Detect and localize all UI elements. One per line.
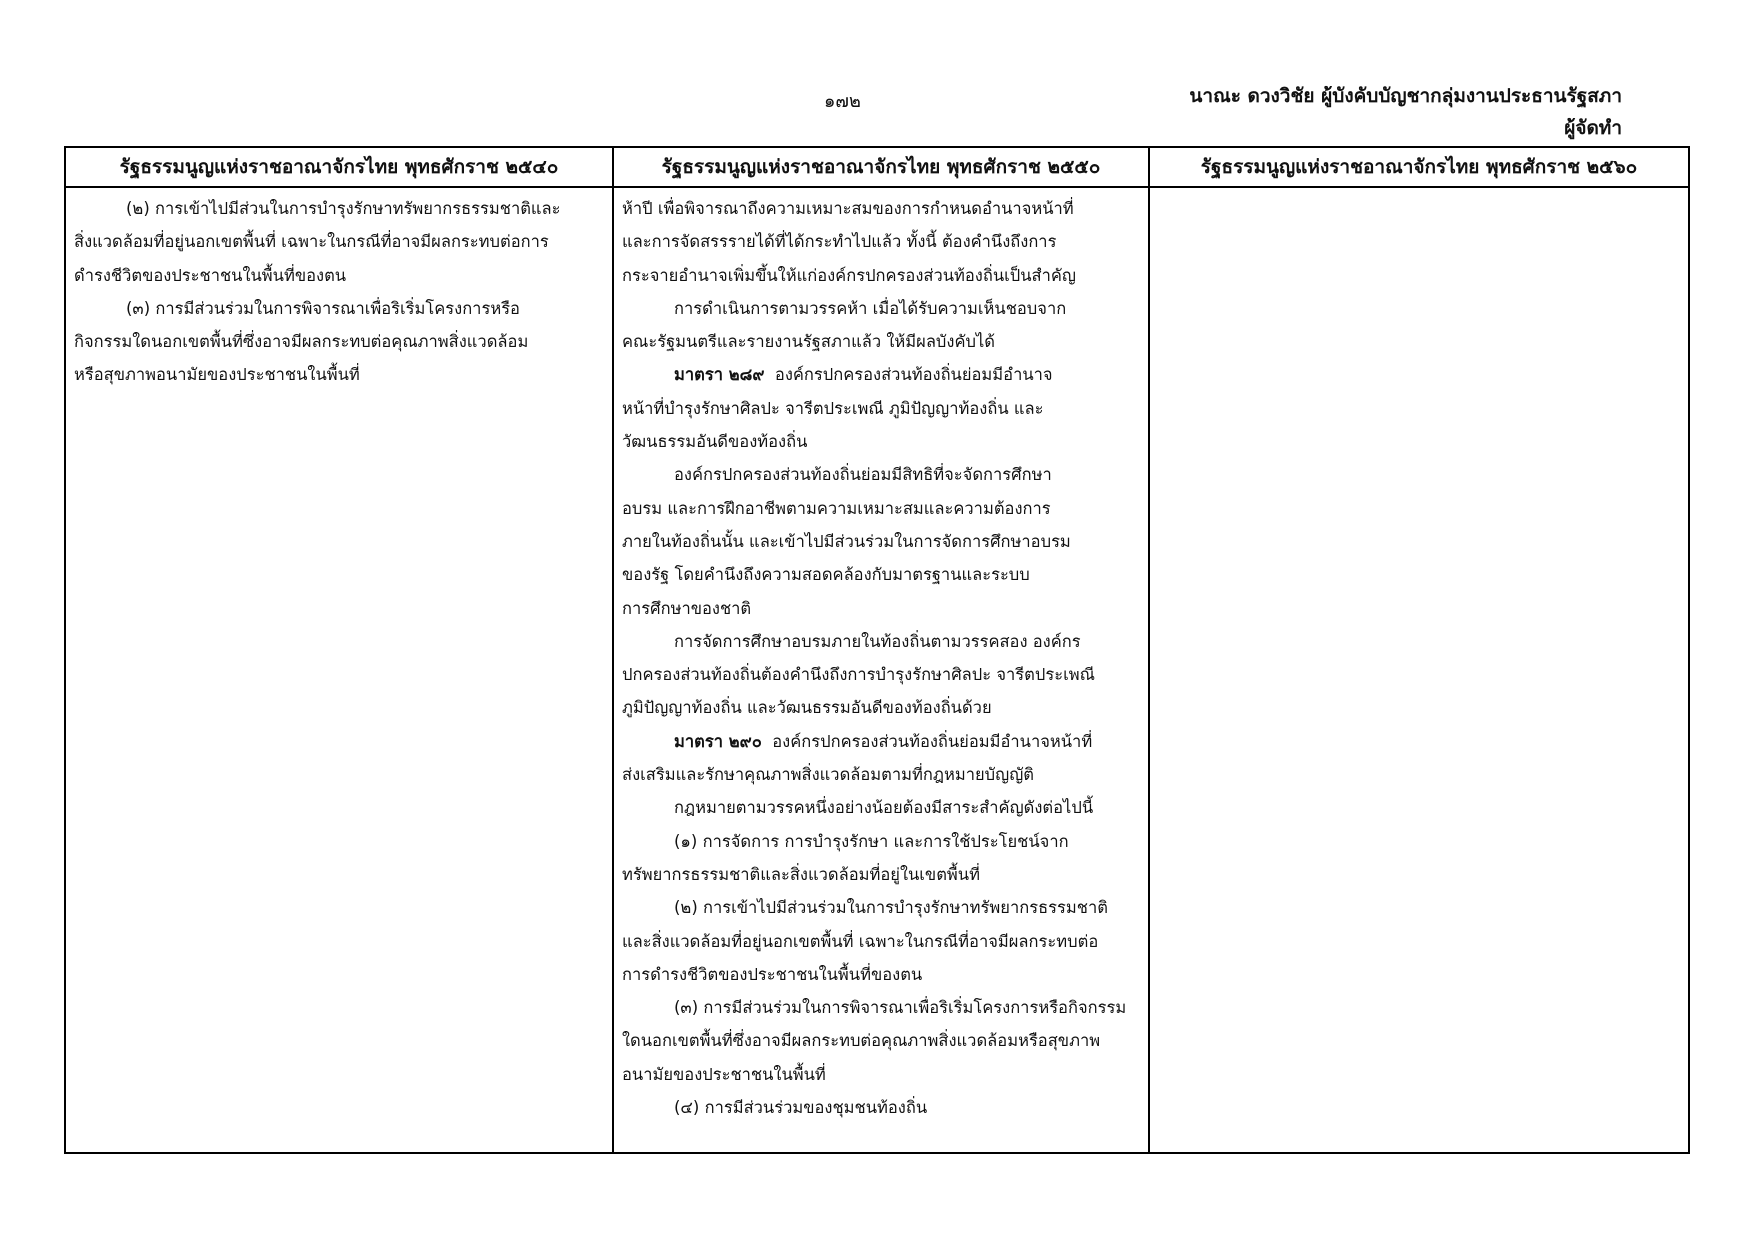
text-line: ภายในท้องถิ่นนั้น และเข้าไปมีส่วนร่วมในการจัดการศึกษาอบรม bbox=[622, 531, 1071, 551]
text-line: (๒) การเข้าไปมีส่วนในการบำรุงรักษาทรัพยากรธรรมชาติและ bbox=[126, 199, 561, 218]
table-row bbox=[65, 187, 1689, 1153]
column-2560-text bbox=[1149, 187, 1689, 1153]
comparison-table bbox=[64, 146, 1690, 1154]
text-line: อบรม และการฝึกอาชีพตามความเหมาะสมและความต้องการ bbox=[622, 498, 1051, 518]
text-line: ส่งเสริมและรักษาคุณภาพสิ่งแวดล้อมตามที่กฎหมายบัญญัติ bbox=[622, 765, 1034, 785]
text-line: อนามัยของประชาชนในพื้นที่ bbox=[622, 1064, 826, 1084]
column-header-2540: รัฐธรรมนูญแห่งราชอาณาจักรไทย พุทธศักราช ๒๕๔๐ bbox=[65, 147, 613, 187]
text-line: กิจกรรมใดนอกเขตพื้นที่ซึ่งอาจมีผลกระทบต่อคุณภาพสิ่งแวดล้อม bbox=[74, 332, 529, 352]
text-line: ปกครองส่วนท้องถิ่นต้องคำนึงถึงการบำรุงรักษาศิลปะ จารีตประเพณี bbox=[622, 665, 1095, 685]
section-289-line bbox=[622, 358, 1140, 391]
text-line: (๒) การเข้าไปมีส่วนร่วมในการบำรุงรักษาทรัพยากรธรรมชาติ bbox=[674, 898, 1108, 918]
text-line: วัฒนธรรมอันดีของท้องถิ่น bbox=[622, 432, 808, 452]
text-line: หน้าที่บำรุงรักษาศิลปะ จารีตประเพณี ภูมิปัญญาท้องถิ่น และ bbox=[622, 398, 1044, 418]
text-line: หรือสุขภาพอนามัยของประชาชนในพื้นที่ bbox=[74, 365, 360, 385]
text-line: องค์กรปกครองส่วนท้องถิ่นย่อมมีสิทธิที่จะจัดการศึกษา bbox=[674, 465, 1052, 485]
text-line: กระจายอำนาจเพิ่มขึ้นให้แก่องค์กรปกครองส่วนท้องถิ่นเป็นสำคัญ bbox=[622, 265, 1076, 285]
text-line: กฎหมายตามวรรคหนึ่งอย่างน้อยต้องมีสาระสำคัญดังต่อไปนี้ bbox=[674, 798, 1094, 818]
text-line: (๓) การมีส่วนร่วมในการพิจารณาเพื่อริเริ่มโครงการหรือ bbox=[126, 298, 520, 318]
text-line: การดำรงชีวิตของประชาชนในพื้นที่ของตน bbox=[622, 964, 923, 984]
section-290-line bbox=[622, 725, 1140, 758]
column-2550-text bbox=[613, 187, 1149, 1153]
text-line: ของรัฐ โดยคำนึงถึงความสอดคล้องกับมาตรฐานและระบบ bbox=[622, 565, 1030, 585]
section-290-text: องค์กรปกครองส่วนท้องถิ่นย่อมมีอำนาจหน้าที่ bbox=[772, 731, 1093, 751]
column-header-2560: รัฐธรรมนูญแห่งราชอาณาจักรไทย พุทธศักราช ๒๕๖๐ bbox=[1149, 147, 1689, 187]
text-line: สิ่งแวดล้อมที่อยู่นอกเขตพื้นที่ เฉพาะในกรณีที่อาจมีผลกระทบต่อการ bbox=[74, 232, 549, 252]
section-289-text: องค์กรปกครองส่วนท้องถิ่นย่อมมีอำนาจ bbox=[774, 365, 1053, 385]
preparer-block bbox=[1189, 80, 1622, 144]
text-line: ดำรงชีวิตของประชาชนในพื้นที่ของตน bbox=[74, 265, 347, 285]
text-line: ห้าปี เพื่อพิจารณาถึงความเหมาะสมของการกำหนดอำนาจหน้าที่ bbox=[622, 199, 1074, 218]
section-label-289: มาตรา ๒๘๙ bbox=[674, 365, 765, 385]
text-line: (๓) การมีส่วนร่วมในการพิจารณาเพื่อริเริ่มโครงการหรือกิจกรรม bbox=[674, 998, 1127, 1018]
column-header-2550: รัฐธรรมนูญแห่งราชอาณาจักรไทย พุทธศักราช ๒๕๕๐ bbox=[613, 147, 1149, 187]
text-line: (๑) การจัดการ การบำรุงรักษา และการใช้ประโยชน์จาก bbox=[674, 831, 1069, 851]
preparer-role: ผู้จัดทำ bbox=[1564, 117, 1622, 139]
text-line: คณะรัฐมนตรีและรายงานรัฐสภาแล้ว ให้มีผลบังคับได้ bbox=[622, 332, 995, 352]
column-2540-text bbox=[65, 187, 613, 1153]
text-line: ทรัพยากรธรรมชาติและสิ่งแวดล้อมที่อยู่ในเขตพื้นที่ bbox=[622, 864, 980, 884]
section-label-290: มาตรา ๒๙๐ bbox=[674, 731, 762, 751]
text-line: ภูมิปัญญาท้องถิ่น และวัฒนธรรมอันดีของท้องถิ่นด้วย bbox=[622, 698, 992, 718]
table-header-row bbox=[65, 147, 1689, 187]
text-line: และการจัดสรรรายได้ที่ได้กระทำไปแล้ว ทั้งนี้ ต้องคำนึงถึงการ bbox=[622, 232, 1057, 252]
text-line: (๔) การมีส่วนร่วมของชุมชนท้องถิ่น bbox=[674, 1098, 928, 1118]
page-number: ๑๗๒ bbox=[824, 91, 861, 112]
text-line: การศึกษาของชาติ bbox=[622, 598, 752, 618]
preparer-name: นาณะ ดวงวิชัย ผู้บังคับบัญชากลุ่มงานประธานรัฐสภา bbox=[1189, 85, 1622, 107]
text-line: การดำเนินการตามวรรคห้า เมื่อได้รับความเห็นชอบจาก bbox=[674, 298, 1067, 318]
text-line: การจัดการศึกษาอบรมภายในท้องถิ่นตามวรรคสอง องค์กร bbox=[674, 631, 1081, 651]
text-line: และสิ่งแวดล้อมที่อยู่นอกเขตพื้นที่ เฉพาะในกรณีที่อาจมีผลกระทบต่อ bbox=[622, 931, 1099, 951]
text-line: ใดนอกเขตพื้นที่ซึ่งอาจมีผลกระทบต่อคุณภาพสิ่งแวดล้อมหรือสุขภาพ bbox=[622, 1031, 1101, 1051]
